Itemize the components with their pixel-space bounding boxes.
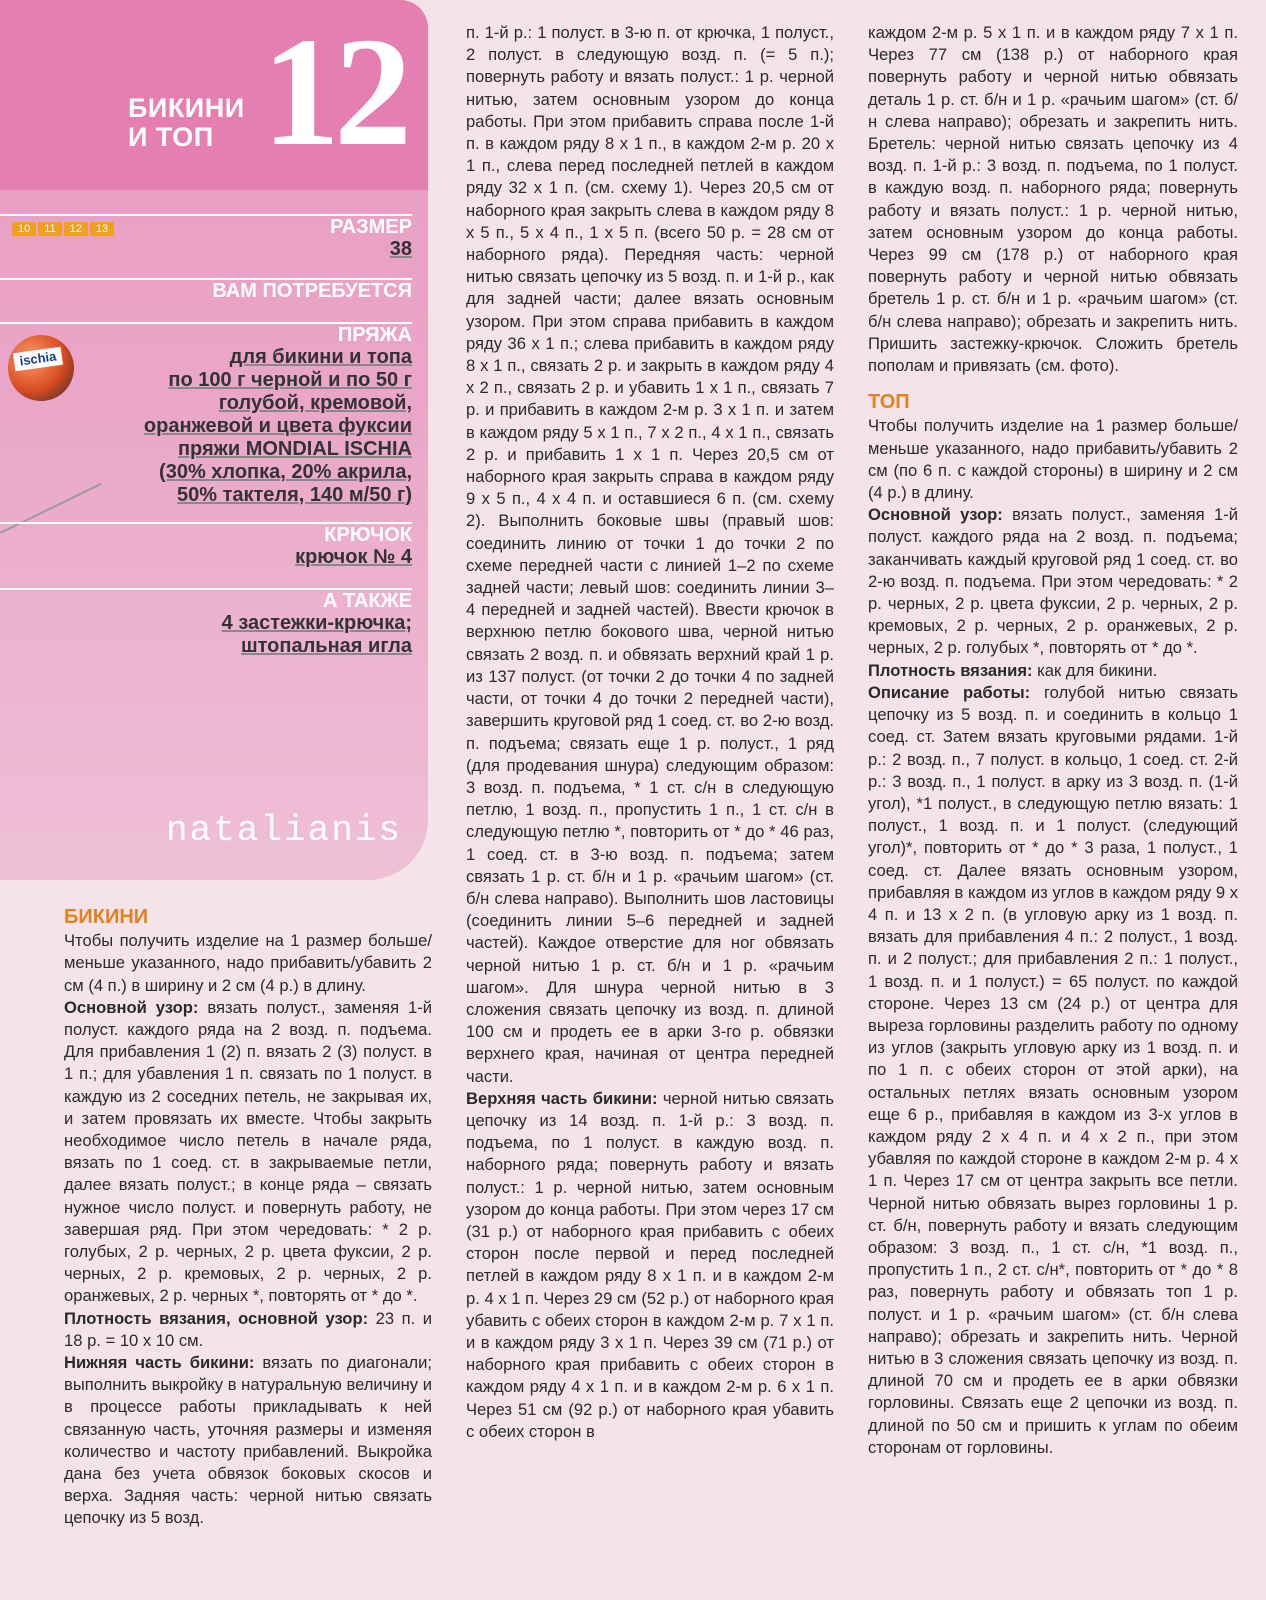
bikini-lower-continued: п. 1-й р.: 1 полуст. в 3-ю п. от крючка, 1 полуст., 2 полуст. в следующую возд. п. (= 5 п.); повернуть работу и вязать полуст.: 1 р. черной нитью, затем основным узором до конца работы. При этом прибавить справа после 1-й п. в каждом ряду 8 х 1 п., в каждом 2-м р. 20 х 1 п., слева перед последней петлей в каждом ряду 32 х 1 п. (см. схему 1). Через 20,5 см от наборного края закрыть слева в каждом ряду 8 х 5 п., 5 х 4 п., 1 х 5 п. (всего 50 р. = 28 см от наборного ряда). Передняя часть: черной нитью связать цепочку из 5 возд. п. и 1-й р., как для задней части; далее вязать основным узором. При этом справа прибавить в каждом ряду 36 х 1 п.; слева прибавить в каждом ряду 8 х 1 п., связать 2 р. и закрыть в каждом ряду 4 х 2 п., связать 2 р. и убавить 1 х 1 п., связать 7 р. и прибавить в каждом 2-м р. 3 х 1 п. и затем в каждом ряду 5 х 1 п., 7 х 2 п., 4 х 1 п., связать 2 р. и прибавить 1 х 1 п. Через 20,5 см от наборного края закрыть справа в каждом ряду 9 х 5 п., 4 х 4 п. и оставшиеся 6 п. (см. схему 2). Выполнить боковые швы (правый шов: соединить линию от точки 1 до точки 2 по схеме передней части с линией 1–2 по схеме задней части; левый шов: соединить линии 3–4 передней и задней частей). Ввести крючок в верхнюю петлю бокового шва, черной нитью связать 2 возд. п. и обвязать верхний край 1 р. из 137 полуст. (от точки 2 до точки 4 по задней части, от точки 4 до точки 2 передней части), завершить круговой ряд 1 соед. ст. во 2-ю возд. п. подъема; связать еще 1 р. полуст., 1 ряд (для продевания шнура) следующим образом: 3 возд. п. подъема, * 1 ст. с/н в следующую петлю, 1 возд. п., пропустить 1 п., 1 ст. с/н в следующую петлю *, повторить от * до * 46 раз, 1 соед. ст. в 3-ю возд. п. подъема; затем связать 1 р. ст. б/н и 1 р. «рачьим шагом» (ст. б/н слева направо). Выполнить шов ластовицы (соединить линии 5–6 передней и задней частей). Каждое отверстие для ног обвязать черной нитью 1 р. ст. б/н и 1 р. «рачьим шагом». Для шнура черной нитью в 3 сложения связать цепочку из возд. п. длиной 100 см и продеть ее в арки 3-го р. обвязки верхнего края, начиная от центра передней части.: [466, 23, 834, 1086]
pattern-number: 12: [262, 5, 406, 178]
ruler-mark: 13: [90, 222, 114, 236]
title-band: [0, 0, 428, 190]
hook-label: КРЮЧОК: [0, 522, 412, 546]
right-column: [868, 22, 1238, 1459]
yarn-brand-label: ischia: [13, 347, 63, 372]
yarn-label: ПРЯЖА: [0, 322, 412, 346]
top-heading: ТОП: [868, 391, 910, 414]
info-sidebar: [0, 0, 428, 880]
size-label: РАЗМЕР: [0, 214, 412, 238]
bikini-upper: Верхняя часть бикини: черной нитью связать цепочку из 14 возд. п. 1-й р.: 3 возд. п. подъема, по 1 полуст. в каждую возд. п. наборного ряда; повернуть работу и вязать полуст.: 1 р. черной нитью, затем основным узором до конца работы. При этом через 17 см (31 р.) от наборного края прибавить с обеих сторон после первой и перед последней петлей в каждом ряду 8 х 1 п. и в каждом 2-м р. 4 х 1 п. Через 29 см (52 р.) от наборного края убавить с обеих сторон в каждом 2-м р. 7 х 1 п. и в каждом ряду 3 х 1 п. Через 39 см (71 р.) от наборного края прибавить с обеих сторон в каждом ряду 4 х 1 п. и в каждом 2-м р. 6 х 1 п. Через 51 см (92 р.) от наборного края убавить с обеих сторон в: [466, 1088, 834, 1441]
bikini-intro: Чтобы получить изделие на 1 размер больше/меньше указанного, надо прибавить/убавить 2 см (4 п.) в ширину и 2 см (4 р.) в длину.: [64, 931, 432, 995]
hook-value: крючок № 4: [295, 546, 412, 568]
bikini-pattern: Основной узор: вязать полуст., заменяя 1-й полуст. каждого ряда на 2 возд. п. подъема. Для прибавления 1 (2) п. вязать 2 (3) полуст. в 1 п.; для убавления 1 п. связать по 1 полуст. в каждую из 2 соседних петель, не закрывая их, и затем провязать их вместе. Чтобы закрыть необходимое число петель в начале ряда, вязать по 1 соед. ст. в закрываемые петли, далее вязать полуст.; в конце ряда – связать нужное число полуст. и повернуть работу, не завершая ряд. При этом чередовать: * 2 р. голубых, 2 р. черных, 2 р. цвета фуксии, 2 р. черных, 2 р. кремовых, 2 р. черных, 2 р. оранжевых, 2 р. черных *, повторять от * до *.: [64, 997, 432, 1306]
bikini-lower: Нижняя часть бикини: вязать по диагонали; выполнить выкройку в натуральную величину и в процессе работы прикладывать к ней связанную часть, уточняя размеры и изменяя количество и частоту прибавлений. Выкройка дана без учета обвязок боковых скосов и верха. Задняя часть: черной нитью связать цепочку из 5 возд.: [64, 1353, 432, 1528]
also-label: А ТАКЖЕ: [0, 588, 412, 612]
size-value: 38: [389, 238, 412, 260]
top-intro: Чтобы получить изделие на 1 размер больше/меньше указанного, надо прибавить/убавить 2 см (по 6 п. с каждой стороны) в ширину и 2 см (4 р.) в длину.: [868, 416, 1238, 503]
top-density: Плотность вязания: как для бикини.: [868, 660, 1158, 680]
need-label: ВАМ ПОТРЕБУЕТСЯ: [0, 278, 412, 302]
ruler-mark: 12: [64, 222, 88, 236]
bikini-density: Плотность вязания, основной узор: 23 п. и 18 р. = 10 х 10 см.: [64, 1308, 432, 1350]
bikini-heading: БИКИНИ: [64, 906, 149, 928]
bikini-column-2: [466, 22, 834, 1443]
top-pattern: Основной узор: вязать полуст., заменяя 1-й полуст. каждого ряда на 2 возд. п. подъема; заканчивать каждый круговой ряд 1 соед. ст. во 2-ю возд. п. подъема. При этом чередовать: * 2 р. черных, 2 р. цвета фуксии, 2 р. черных, 2 р. кремовых, 2 р. черных, 2 р. оранжевых, 2 р. черных, 2 р. голубых *, повторять от * до *.: [868, 505, 1239, 658]
ruler-mark: 10: [12, 222, 36, 236]
top-work: Описание работы: голубой нитью связать цепочку из 5 возд. п. и соединить в кольцо 1 соед. ст. Затем вязать круговыми рядами. 1-й р.: 2 возд. п., 7 полуст. в кольцо, 1 соед. ст. 2-й р.: 3 возд. п., 1 полуст. в арку из 3 возд. п. (1-й угол), *1 полуст., в следующую петлю вязать: 1 полуст., 1 возд. п. и 1 полуст. (следующий угол)*, повторить от * до * 3 раза, 1 полуст., 1 соед. ст. Далее вязать основным узором, прибавляя в каждом из углов в каждом ряду 9 х 4 п. и 13 х 2 п. (в угловую арку из 1 возд. п. вязать для прибавления 4 п.: 2 полуст., 1 возд. п. и 2 полуст.; для прибавления 2 п.: 1 полуст., 1 возд. п. и 1 полуст.) = 65 полуст. по каждой стороне. Через 13 см (24 р.) от центра для выреза горловины разделить работу по одному из углов (закрыть угловую арку из 1 возд. п. и по 1 п. с обеих сторон от этой арки), на остальных петлях вязать основным узором еще 6 р., прибавляя в каждом из 3-х углов в каждом ряду 2 х 4 п. и 4 х 2 п., при этом убавляя по каждой стороне в каждом 2-м р. 4 х 1 п. Через 17 см от центра закрыть все петли. Черной нитью обвязать вырез горловины 1 р. ст. б/н, повернуть работу и вязать следующим образом: 3 возд. п., 1 ст. с/н, *1 возд. п., пропустить 1 п., 2 ст. с/н*, повторить от * до * 8 раз, повернуть работу и обвязать топ 1 р. полуст. и 1 р. «рачьим шагом» (ст. б/н слева направо); обрезать и закрепить нить. Черной нитью в 3 сложения связать цепочку из возд. п. длиной 70 см и продеть ее в арки обвязки горловины. Связать еще 2 цепочки из возд. п. длиной по 50 см и пришить к углам по обеим сторонам от горловины.: [868, 682, 1238, 1457]
yarn-details: для бикини и топа по 100 г черной и по 50 г голубой, кремовой, оранжевой и цвета фуксии пряжи MONDIAL ISCHIA (30% хлопка, 20% акрила, 50% тактеля, 140 м/50 г): [143, 346, 412, 506]
watermark: natalianis: [166, 810, 403, 851]
bikini-column-1: [64, 906, 432, 1530]
bikini-upper-continued: каждом 2-м р. 5 х 1 п. и в каждом ряду 7 х 1 п. Через 77 см (138 р.) от наборного края повернуть работу и черной нитью обвязать деталь 1 р. ст. б/н и 1 р. «рачьим шагом» (ст. б/н слева направо); обрезать и закрепить нить. Бретель: черной нитью связать цепочку из 4 возд. п. 1-й р.: 3 возд. п. подъема, по 1 полуст. в каждую возд. п. наборного ряда; повернуть работу и вязать полуст.: 1 р. черной нитью, затем основным узором до конца работы. Через 99 см (178 р.) от наборного края повернуть работу и черной нитью обвязать бретель 1 р. ст. б/н и 1 р. «рачьим шагом» (ст. б/н слева направо); обрезать и закрепить нить. Пришить застежку-крючок. Сложить бретель пополам и привязать (см. фото).: [868, 23, 1238, 376]
also-list: 4 застежки-крючка; штопальная игла: [221, 612, 412, 657]
page-title: БИКИНИ И ТОП: [128, 93, 245, 152]
ruler-mark: 11: [38, 222, 61, 236]
